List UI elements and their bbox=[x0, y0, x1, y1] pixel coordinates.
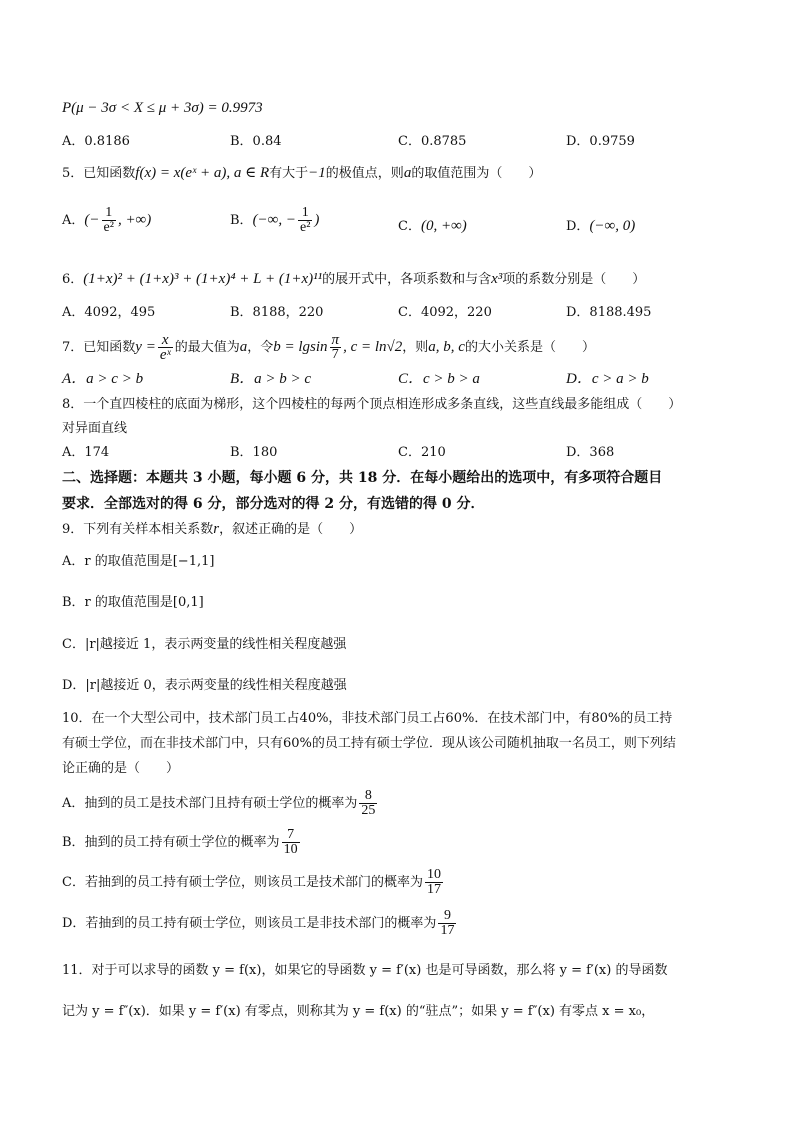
q8-line-2: 对异面直线 bbox=[62, 421, 128, 436]
q6-stem: 6．(1+x)² + (1+x)³ + (1+x)⁴ + L + (1+x)¹¹的展开式中，各项系数和与含x³项的系数分别是（ ） bbox=[62, 271, 646, 287]
q6-option-d: D．8188.495 bbox=[566, 305, 652, 320]
q8-line-1: 8．一个直四棱柱的底面为梯形，这个四棱柱的每两个顶点相连形成多条直线，这些直线最多能组成（ ） bbox=[62, 397, 682, 412]
prev-option-c: C．0.8785 bbox=[398, 134, 467, 149]
prev-option-a: A．0.8186 bbox=[62, 134, 130, 149]
prev-formula: P(μ − 3σ < X ≤ μ + 3σ) = 0.9973 bbox=[62, 100, 263, 116]
q10-option-b: B．抽到的员工持有硕士学位的概率为 $\frac{7}{10}$ bbox=[62, 827, 298, 857]
q8-option-a: A．174 bbox=[62, 445, 110, 460]
q5-option-b: B．(−∞, − $\frac{1}{\text{e²}}$ ) bbox=[230, 205, 320, 235]
q6-option-b: B．8188，220 bbox=[230, 305, 324, 320]
q9-option-b: B．r 的取值范围是[0,1] bbox=[62, 595, 204, 610]
q10-line-3: 论正确的是（ ） bbox=[62, 761, 180, 776]
q8-option-b: B．180 bbox=[230, 445, 278, 460]
prev-option-b: B．0.84 bbox=[230, 134, 282, 149]
q11-line-1: 11．对于可以求导的函数 y = f(x)，如果它的导函数 y = f′(x) 也是可导函数，那么将 y = f′(x) 的导函数 bbox=[62, 963, 668, 978]
q10-option-c: C．若抽到的员工持有硕士学位，则该员工是技术部门的概率为 $\frac{10}{17}$ bbox=[62, 867, 441, 897]
prev-option-d: D．0.9759 bbox=[566, 134, 635, 149]
q10-option-a: A．抽到的员工是技术部门且持有硕士学位的概率为 $\frac{8}{25}$ bbox=[62, 788, 376, 818]
q9-stem: 9．下列有关样本相关系数r，叙述正确的是（ ） bbox=[62, 521, 363, 537]
q10-option-d: D．若抽到的员工持有硕士学位，则该员工是非技术部门的概率为 $\frac{9}{17}$ bbox=[62, 908, 455, 938]
q5-option-c: C．(0, +∞) bbox=[398, 218, 467, 234]
q9-option-c: C．|r|越接近 1，表示两变量的线性相关程度越强 bbox=[62, 637, 347, 652]
q5-stem: 5．已知函数f(x) = x(eˣ + a), a ∈ R有大于−1的极值点，则a的取值范围为（ ） bbox=[62, 165, 542, 181]
q8-option-c: C．210 bbox=[398, 445, 446, 460]
q7-option-c: C．c > b > a bbox=[398, 371, 480, 387]
q11-line-2: 记为 y = f″(x)．如果 y = f′(x) 有零点，则称其为 y = f(x) 的“驻点”；如果 y = f″(x) 有零点 x = x₀， bbox=[62, 1004, 655, 1019]
q10-line-2: 有硕士学位，而在非技术部门中，只有60%的员工持有硕士学位．现从该公司随机抽取一名员工，则下列结 bbox=[62, 736, 676, 751]
q7-option-d: D．c > a > b bbox=[566, 371, 649, 387]
q9-option-a: A．r 的取值范围是[−1,1] bbox=[62, 554, 215, 569]
q7-stem: 7．已知函数y = $\frac{x}{\text{eˣ}}$ 的最大值为a，令b = lgsin $\frac{\pi}{7}$ , c = ln√2，则a, b, c的大小关系是（ ） bbox=[62, 332, 595, 363]
q8-option-d: D．368 bbox=[566, 445, 615, 460]
q5-option-a: A．(− $\frac{1}{\text{e²}}$ , +∞) bbox=[62, 205, 152, 235]
q6-option-a: A．4092，495 bbox=[62, 305, 156, 320]
q5-option-d: D．(−∞, 0) bbox=[566, 218, 636, 234]
section2-heading-1: 二、选择题：本题共 3 小题，每小题 6 分，共 18 分．在每小题给出的选项中，有多项符合题目 bbox=[62, 470, 663, 486]
q9-option-d: D．|r|越接近 0，表示两变量的线性相关程度越强 bbox=[62, 678, 347, 693]
q6-option-c: C．4092，220 bbox=[398, 305, 492, 320]
q10-line-1: 10．在一个大型公司中，技术部门员工占40%，非技术部门员工占60%．在技术部门中，有80%的员工持 bbox=[62, 711, 673, 726]
q7-option-b: B．a > b > c bbox=[230, 371, 312, 387]
q7-option-a: A．a > c > b bbox=[62, 371, 144, 387]
section2-heading-2: 要求．全部选对的得 6 分，部分选对的得 2 分，有选错的得 0 分． bbox=[62, 496, 485, 512]
